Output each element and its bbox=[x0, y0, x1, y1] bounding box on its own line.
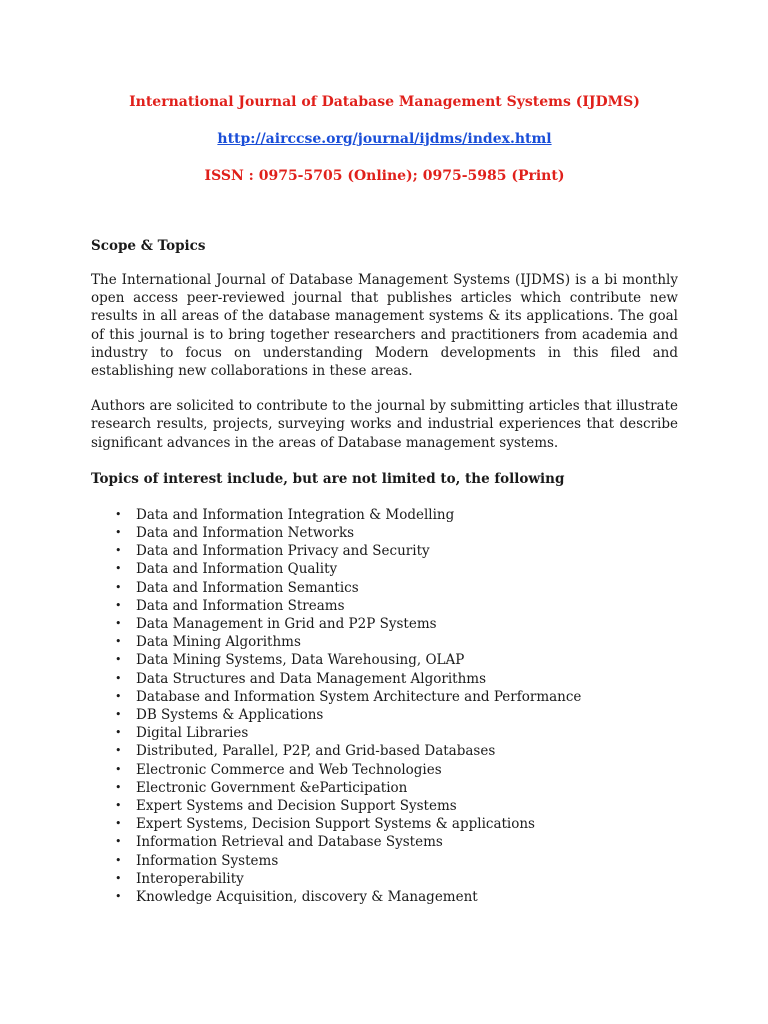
bullet-icon: • bbox=[115, 871, 122, 885]
topic-list-item bbox=[91, 833, 678, 851]
topic-list-item bbox=[91, 852, 678, 870]
topics-heading: Topics of interest include, but are not limited to, the following bbox=[91, 470, 565, 487]
topic-label: Data and Information Networks bbox=[136, 525, 355, 542]
scope-paragraph-2: Authors are solicited to contribute to the journal by submitting articles that illustrate research results, projects, surveying works and industrial experiences that describe significant advances in the areas of Database management systems. bbox=[91, 398, 678, 451]
topic-list-item bbox=[91, 560, 678, 578]
topic-list-item bbox=[91, 524, 678, 542]
bullet-icon: • bbox=[115, 617, 122, 631]
bullet-icon: • bbox=[115, 708, 122, 722]
topic-label: Data Mining Systems, Data Warehousing, OLAP bbox=[136, 652, 465, 669]
topic-label: Data and Information Privacy and Security bbox=[136, 543, 430, 560]
topic-list-item bbox=[91, 888, 678, 906]
scope-heading: Scope & Topics bbox=[91, 238, 206, 254]
bullet-icon: • bbox=[115, 890, 122, 904]
issn-line: ISSN : 0975-5705 (Online); 0975-5985 (Print) bbox=[204, 168, 565, 184]
topic-label: Information Retrieval and Database Systems bbox=[136, 834, 443, 851]
topic-label: Data and Information Streams bbox=[136, 597, 345, 614]
topic-list-item bbox=[91, 579, 678, 597]
journal-title: International Journal of Database Management Systems (IJDMS) bbox=[129, 94, 640, 110]
topic-list-item bbox=[91, 597, 678, 615]
bullet-icon: • bbox=[115, 562, 122, 576]
topic-list-item bbox=[91, 651, 678, 669]
bullet-icon: • bbox=[115, 671, 122, 685]
topic-list-item bbox=[91, 615, 678, 633]
topic-label: Electronic Commerce and Web Technologies bbox=[136, 761, 442, 778]
topic-label: Data and Information Quality bbox=[136, 561, 338, 578]
topic-label: Expert Systems, Decision Support Systems & applications bbox=[136, 816, 535, 833]
bullet-icon: • bbox=[115, 726, 122, 740]
topic-list-item bbox=[91, 870, 678, 888]
topic-list-item bbox=[91, 706, 678, 724]
topic-label: Data and Information Semantics bbox=[136, 579, 359, 596]
topic-list-item bbox=[91, 688, 678, 706]
topic-list-item bbox=[91, 724, 678, 742]
bullet-icon: • bbox=[115, 799, 122, 813]
topic-label: Electronic Government &eParticipation bbox=[136, 779, 408, 796]
topic-label: Data and Information Integration & Modelling bbox=[136, 506, 455, 523]
bullet-icon: • bbox=[115, 580, 122, 594]
journal-url-link[interactable]: http://airccse.org/journal/ijdms/index.html bbox=[217, 131, 552, 147]
bullet-icon: • bbox=[115, 835, 122, 849]
scope-paragraph-1: The International Journal of Database Management Systems (IJDMS) is a bi monthly open access peer-reviewed journal that publishes articles which contribute new results in all areas of the database management systems & its applications. The goal of this journal is to bring together researchers and practitioners from academia and industry to focus on understanding Modern developments in this filed and establishing new collaborations in these areas. bbox=[91, 272, 678, 380]
topic-label: Data Management in Grid and P2P Systems bbox=[136, 616, 437, 633]
topic-list-item bbox=[91, 815, 678, 833]
bullet-icon: • bbox=[115, 853, 122, 867]
topic-label: Expert Systems and Decision Support Systems bbox=[136, 798, 457, 815]
topic-label: Database and Information System Architecture and Performance bbox=[136, 688, 582, 705]
topic-label: Distributed, Parallel, P2P, and Grid-based Databases bbox=[136, 743, 496, 760]
topic-list-item bbox=[91, 670, 678, 688]
topic-label: DB Systems & Applications bbox=[136, 707, 324, 724]
bullet-icon: • bbox=[115, 762, 122, 776]
topics-list bbox=[91, 506, 678, 906]
bullet-icon: • bbox=[115, 635, 122, 649]
bullet-icon: • bbox=[115, 689, 122, 703]
bullet-icon: • bbox=[115, 653, 122, 667]
bullet-icon: • bbox=[115, 507, 122, 521]
topic-label: Data Mining Algorithms bbox=[136, 634, 301, 651]
bullet-icon: • bbox=[115, 526, 122, 540]
topic-list-item bbox=[91, 506, 678, 524]
bullet-icon: • bbox=[115, 780, 122, 794]
topic-label: Interoperability bbox=[136, 870, 244, 887]
topic-list-item bbox=[91, 797, 678, 815]
topic-label: Digital Libraries bbox=[136, 725, 249, 742]
topic-list-item bbox=[91, 779, 678, 797]
topic-list-item bbox=[91, 742, 678, 760]
bullet-icon: • bbox=[115, 544, 122, 558]
topic-label: Knowledge Acquisition, discovery & Management bbox=[136, 889, 478, 906]
topic-label: Information Systems bbox=[136, 852, 279, 869]
bullet-icon: • bbox=[115, 598, 122, 612]
topic-list-item bbox=[91, 633, 678, 651]
bullet-icon: • bbox=[115, 817, 122, 831]
document-page bbox=[91, 92, 678, 906]
bullet-icon: • bbox=[115, 744, 122, 758]
topic-list-item bbox=[91, 542, 678, 560]
topic-list-item bbox=[91, 761, 678, 779]
topic-label: Data Structures and Data Management Algorithms bbox=[136, 670, 487, 687]
